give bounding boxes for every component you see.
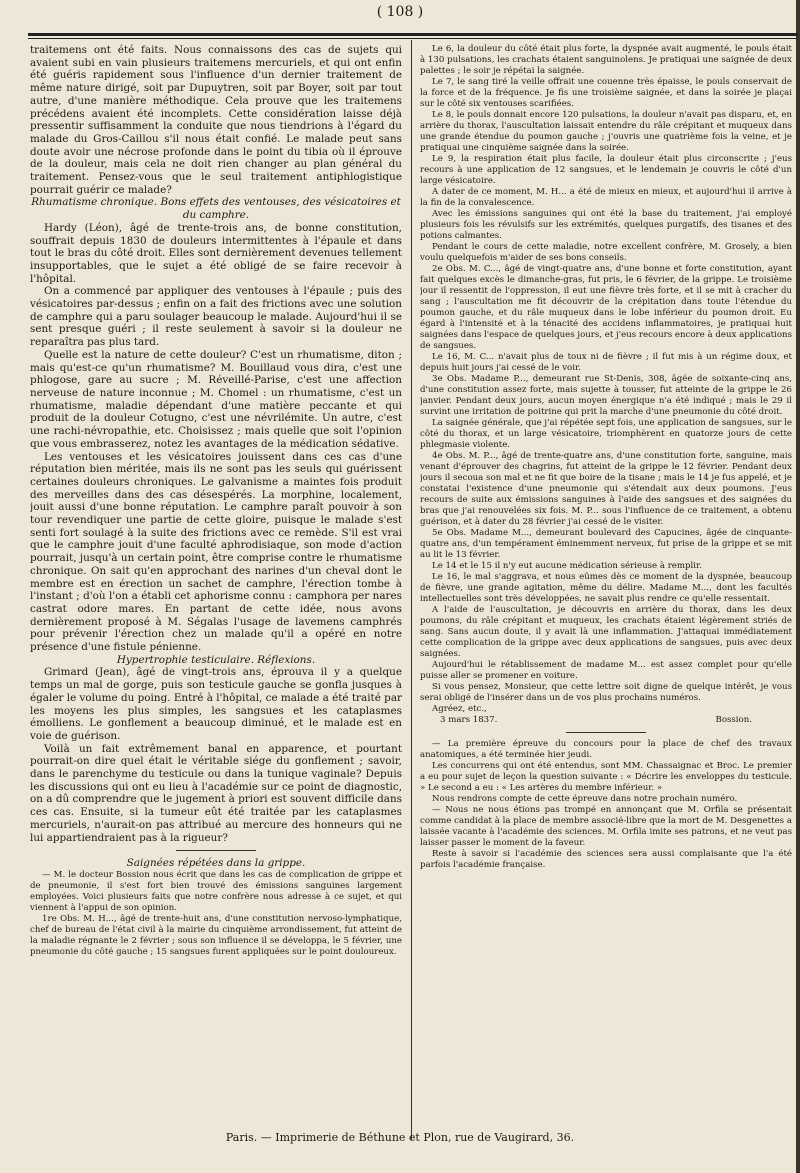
- paragraph: 5e Obs. Madame M..., demeurant boulevard des Capucines, âgée de cinquante-quatre ans, d'un tempérament éminemment nerveux, fut prise de la grippe et se mit au lit le 13 février.: [420, 528, 792, 560]
- paragraph: Le 9, la respiration était plus facile, la douleur était plus circonscrite ; j'eus recours à une application de 12 sangsues, et le lendemain je couvris le côté d'un large vésicatoire.: [420, 154, 792, 186]
- paragraph: Le 7, le sang tiré la veille offrait une couenne très épaisse, le pouls conservait de la force et de la fréquence. Je fis une troisième saignée, et dans la soirée je plaçai sur le côté six ventouses scarifiées.: [420, 77, 792, 109]
- left-column: [30, 44, 402, 1132]
- paragraph: — La première épreuve du concours pour la place de chef des travaux anatomiques, a été terminée hier jeudi.: [420, 739, 792, 760]
- header-rule-thin: [28, 38, 798, 39]
- paragraph: Hardy (Léon), âgé de trente-trois ans, de bonne constitution, souffrait depuis 1830 de douleurs intermittentes à l'épaule et dans tout le bras du côté droit. Elles sont dernièrement devenues tellement insupportables, que le sujet a été obligé de se faire recevoir à l'hôpital.: [30, 221, 402, 285]
- paragraph: Nous rendrons compte de cette épreuve dans notre prochain numéro.: [432, 794, 738, 804]
- printer-footer: Paris. — Imprimerie de Béthune et Plon, rue de Vaugirard, 36.: [225, 1131, 575, 1144]
- letter-signature: [420, 715, 792, 726]
- paragraph: Le 16, M. C... n'avait plus de toux ni de fièvre ; il fut mis à un régime doux, et depuis huit jours j'ai cessé de le voir.: [420, 352, 792, 373]
- paragraph: 2e Obs. M. C..., âgé de vingt-quatre ans, d'une bonne et forte constitution, ayant fait quelques excès le dimanche-gras, fut pris, le 6 février, de la grippe. Le troisième jour il ressentit de l'oppression, il eut une fièvre très forte, et il se mit à cracher du sang ; l'auscultation me fit découvrir de la crépitation dans toute l'étendue du poumon gauche, et du râle muqueux dans le lobe inférieur du poumon droit. Eu égard à l'intensité et à la ténacité des accidens inflammatoires, je pratiquai huit saignées dans l'espace de quelques jours, et j'eus recours encore à deux applications de sangsues.: [420, 264, 792, 351]
- paragraph: Pendant le cours de cette maladie, notre excellent confrère, M. Grosely, a bien voulu quelquefois m'aider de ses bons conseils.: [420, 242, 792, 263]
- section-heading-rhumatisme: Rhumatisme chronique. Bons effets des ventouses, des vésicatoires et du camphre.: [31, 196, 401, 222]
- page-edge-shadow: [796, 0, 800, 1173]
- paragraph: Grimard (Jean), âgé de vingt-trois ans, éprouva il y a quelque temps un mal de gorge, puis son testicule gauche se gonfla jusques à égaler le volume du poing. Entré à l'hôpital, ce malade a été traité par les moyens les plus simples, les sangsues et les cataplasmes émolliens. Le gonflement a beaucoup diminué, et le malade est en voie de guérison.: [30, 666, 402, 742]
- paragraph: Les ventouses et les vésicatoires jouissent dans ces cas d'une réputation bien méritée, mais ils ne sont pas les seuls qui guérissent certaines douleurs chroniques. Le galvanisme a maintes fois produit des merveilles dans des cas désespérés. La morphine, localement, jouit aussi d'une bonne réputation. Le camphre paraît pouvoir à son tour revendiquer une partie de cette gloire, puisque le malade s'est senti fort soulagé à la suite des frictions avec ce remède. S'il est vrai que le camphre jouit d'une faculté aphrodisiaque, son mode d'action pourrait, jusqu'à un certain point, être comprise contre le rhumatisme chronique. On sait qu'en approchant des narines d'un cheval dont le membre est en érection un sachet de camphre, l'érection tombe à l'instant ; d'où l'on a établi cet aphorisme connu : camphora per nares castrat odore mares. En partant de cette idée, nous avons dernièrement proposé à M. Ségalas l'usage de lavemens camphrés pour prévenir l'érection chez un malade qu'il a opéré en notre présence d'une fistule pénienne.: [30, 450, 402, 654]
- paragraph: Quelle est la nature de cette douleur? C'est un rhumatisme, diton ; mais qu'est-ce qu'un rhumatisme? M. Bouillaud vous dira, c'est une phlogose, gare au sucre ; M. Réveillé-Parise, c'est une affection nerveuse de nature inconnue ; M. Chomel : un rhumatisme, c'est un rhumatisme, maladie dépendant d'une matière peccante et qui produit de la douleur Cotugno, c'est une névrilémite. Un autre, c'est une rachi-névropathie, etc. Choisissez ; mais quelle que soit l'opinion que vous embrasserez, notez les avantages de la médication sédative.: [30, 348, 402, 450]
- paragraph: Reste à savoir si l'académie des sciences sera aussi complaisante que l'a été parfois l'académie française.: [420, 849, 792, 870]
- paragraph: Aujourd'hui le rétablissement de madame M... est assez complet pour qu'elle puisse aller se promener en voiture.: [420, 660, 792, 681]
- section-heading-saignees: Saignées répétées dans la grippe.: [126, 857, 306, 870]
- paragraph: — M. le docteur Bossion nous écrit que dans les cas de complication de grippe et de pneumonie, il s'est fort bien trouvé des émissions sanguines largement employées. Voici plusieurs faits que notre confrère nous adresse à ce sujet, et qui viennent à l'appui de son opinion.: [30, 870, 402, 913]
- paragraph: 1re Obs. M. H..., âgé de trente-huit ans, d'une constitution nervoso-lymphatique, chef de bureau de l'état civil à la mairie du cinquième arrondissement, fut atteint de la maladie régnante le 2 février ; sous son influence il se développa, le 5 février, une pneumonie du côté gauche ; 15 sangsues furent appliquées sur le point douloureux.: [30, 914, 402, 957]
- paragraph: 3e Obs. Madame P..., demeurant rue St-Denis, 308, âgée de soixante-cinq ans, d'une constitution assez forte, mais sujette à tousser, fut atteinte de la grippe le 26 janvier. Pendant deux jours, aucun moyen énergique n'a été indiqué ; mais le 29 il survint une irritation de poitrine qui prit la marche d'une pneumonie du côté droit.: [420, 374, 792, 417]
- letter-date: 3 mars 1837.: [440, 715, 498, 725]
- column-divider: [411, 40, 412, 1140]
- paragraph: A dater de ce moment, M. H... a été de mieux en mieux, et aujourd'hui il arrive à la fin de la convalescence.: [420, 187, 792, 208]
- paragraph: Le 14 et le 15 il n'y eut aucune médication sérieuse à remplir.: [432, 561, 702, 571]
- paragraph: Le 8, le pouls donnait encore 120 pulsations, la douleur n'avait pas disparu, et, en arrière du thorax, l'auscultation laissait entendre du râle crépitant et muqueux dans une grande étendue du poumon gauche ; j'ouvris une quatrième fois la veine, et je pratiquai une cinquième saignée dans la soirée.: [420, 110, 792, 153]
- paragraph: Voilà un fait extrêmement banal en apparence, et pourtant pourrait-on dire quel était le véritable siége du gonflement ; savoir, dans le parenchyme du testicule ou dans la tunique vaginale? Depuis les discussions qui ont eu lieu à l'académie sur ce point de diagnostic, on a dû comprendre que le jugement à priori est souvent difficile dans ces cas. Ensuite, si la tumeur eût été traitée par les cataplasmes mercuriels, n'aurait-on pas attribué au mercure des honneurs qui ne lui appartiendraient pas à la rigueur?: [30, 742, 402, 844]
- paragraph: Avec les émissions sanguines qui ont été la base du traitement, j'ai employé plusieurs fois les révulsifs sur les extrémités, quelques purgatifs, des tisanes et des potions calmantes.: [420, 209, 792, 241]
- paragraph: On a commencé par appliquer des ventouses à l'épaule ; puis des vésicatoires par-dessus ; enfin on a fait des frictions avec une solution de camphre qui a paru soulager beaucoup le malade. Aujourd'hui il se sent presque guéri ; il reste seulement à savoir si la douleur ne reparaîtra pas plus tard.: [30, 285, 402, 349]
- paragraph: Agréez, etc.,: [432, 704, 487, 714]
- paragraph: La saignée générale, que j'ai répétée sept fois, une application de sangsues, sur le côté du thorax, et un large vésicatoire, triomphèrent en quatorze jours de cette phlegmasie violente.: [420, 418, 792, 450]
- paragraph: Les concurrens qui ont été entendus, sont MM. Chassaignac et Broc. Le premier a eu pour sujet de leçon la question suivante : « Décrire les enveloppes du testicule. » Le second a eu : « Les artères du membre inférieur. »: [420, 761, 792, 793]
- paragraph: traitemens ont été faits. Nous connaissons des cas de sujets qui avaient subi en vain plusieurs traitemens mercuriels, et qui ont enfin été guéris rapidement sous l'influence d'un dernier traitement de même nature dirigé, soit par Dupuytren, soit par Boyer, soit par tout autre, d'une manière méthodique. Cela prouve que les traitemens précédens avaient été incomplets. Cette considération laisse déjà pressentir suffisamment la conduite que nous tiendrions à l'égard du malade du Gros-Caillou s'il nous était confié. Le malade peut sans doute avoir une nécrose profonde dans le point du tibia où il éprouve de la douleur, mais cela ne doit rien changer au plan général du traitement. Pensez-vous que le seul traitement antiphlogistique pourrait guérir ce malade?: [30, 44, 402, 196]
- right-column: [420, 44, 792, 1132]
- letter-author: Bossion.: [715, 715, 752, 725]
- left-small-text: [30, 870, 402, 958]
- section-separator: [176, 850, 256, 851]
- section-separator: [566, 732, 646, 733]
- section-heading-hypertrophie: Hypertrophie testiculaire. Réflexions.: [116, 653, 316, 666]
- paragraph: 4e Obs. M. P..., âgé de trente-quatre ans, d'une constitution forte, sanguine, mais venant d'éprouver des chagrins, fut atteint de la grippe le 12 février. Pendant deux jours il secoua son mal et ne fit que boire de la tisane ; mais le 14 je fus appelé, et je constatai l'existence d'une pneumonie qui s'étendait aux deux poumons. J'eus recours de suite aux émissions sanguines à l'aide des sangsues et des saignées du bras que j'ai renouvelées six fois. M. P... sous l'influence de ce traitement, a obtenu guérison, et à dater du 28 février j'ai cessé de le visiter.: [420, 451, 792, 527]
- paragraph: A l'aide de l'auscultation, je découvris en arrière du thorax, dans les deux poumons, du râle crépitant et muqueux, les crachats étaient légèrement striés de sang. Sans aucun doute, il y avait là une inflammation. J'attaquai immédiatement cette complication de la grippe avec deux applications de sangsues, puis avec deux saignées.: [420, 605, 792, 659]
- paragraph: — Nous ne nous étions pas trompé en annonçant que M. Orfila se présentait comme candidat à la place de membre associé-libre que la mort de M. Desgenettes a laissée vacante à l'académie des sciences. M. Orfila imite ses patrons, et ne veut pas laisser passer le moment de la faveur.: [420, 805, 792, 848]
- paragraph: Si vous pensez, Monsieur, que cette lettre soit digne de quelque intérêt, je vous serai obligé de l'insérer dans un de vos plus prochains numéros.: [420, 682, 792, 703]
- left-large-text: [30, 44, 402, 870]
- page-number: ( 108 ): [376, 4, 424, 20]
- paragraph: Le 16, le mal s'aggrava, et nous eûmes dès ce moment de la dyspnée, beaucoup de fièvre, une grande agitation, même du délire. Madame M..., dont les facultés intellectuelles sont très développées, ne savait plus rendre ce qu'elle ressentait.: [420, 572, 792, 604]
- paragraph: Le 6, la douleur du côté était plus forte, la dyspnée avait augmenté, le pouls était à 130 pulsations, les crachats étaient sanguinolens. Je pratiquai une saignée de deux palettes ; le soir je répétai la saignée.: [420, 44, 792, 76]
- header-rule-thick: [28, 33, 798, 36]
